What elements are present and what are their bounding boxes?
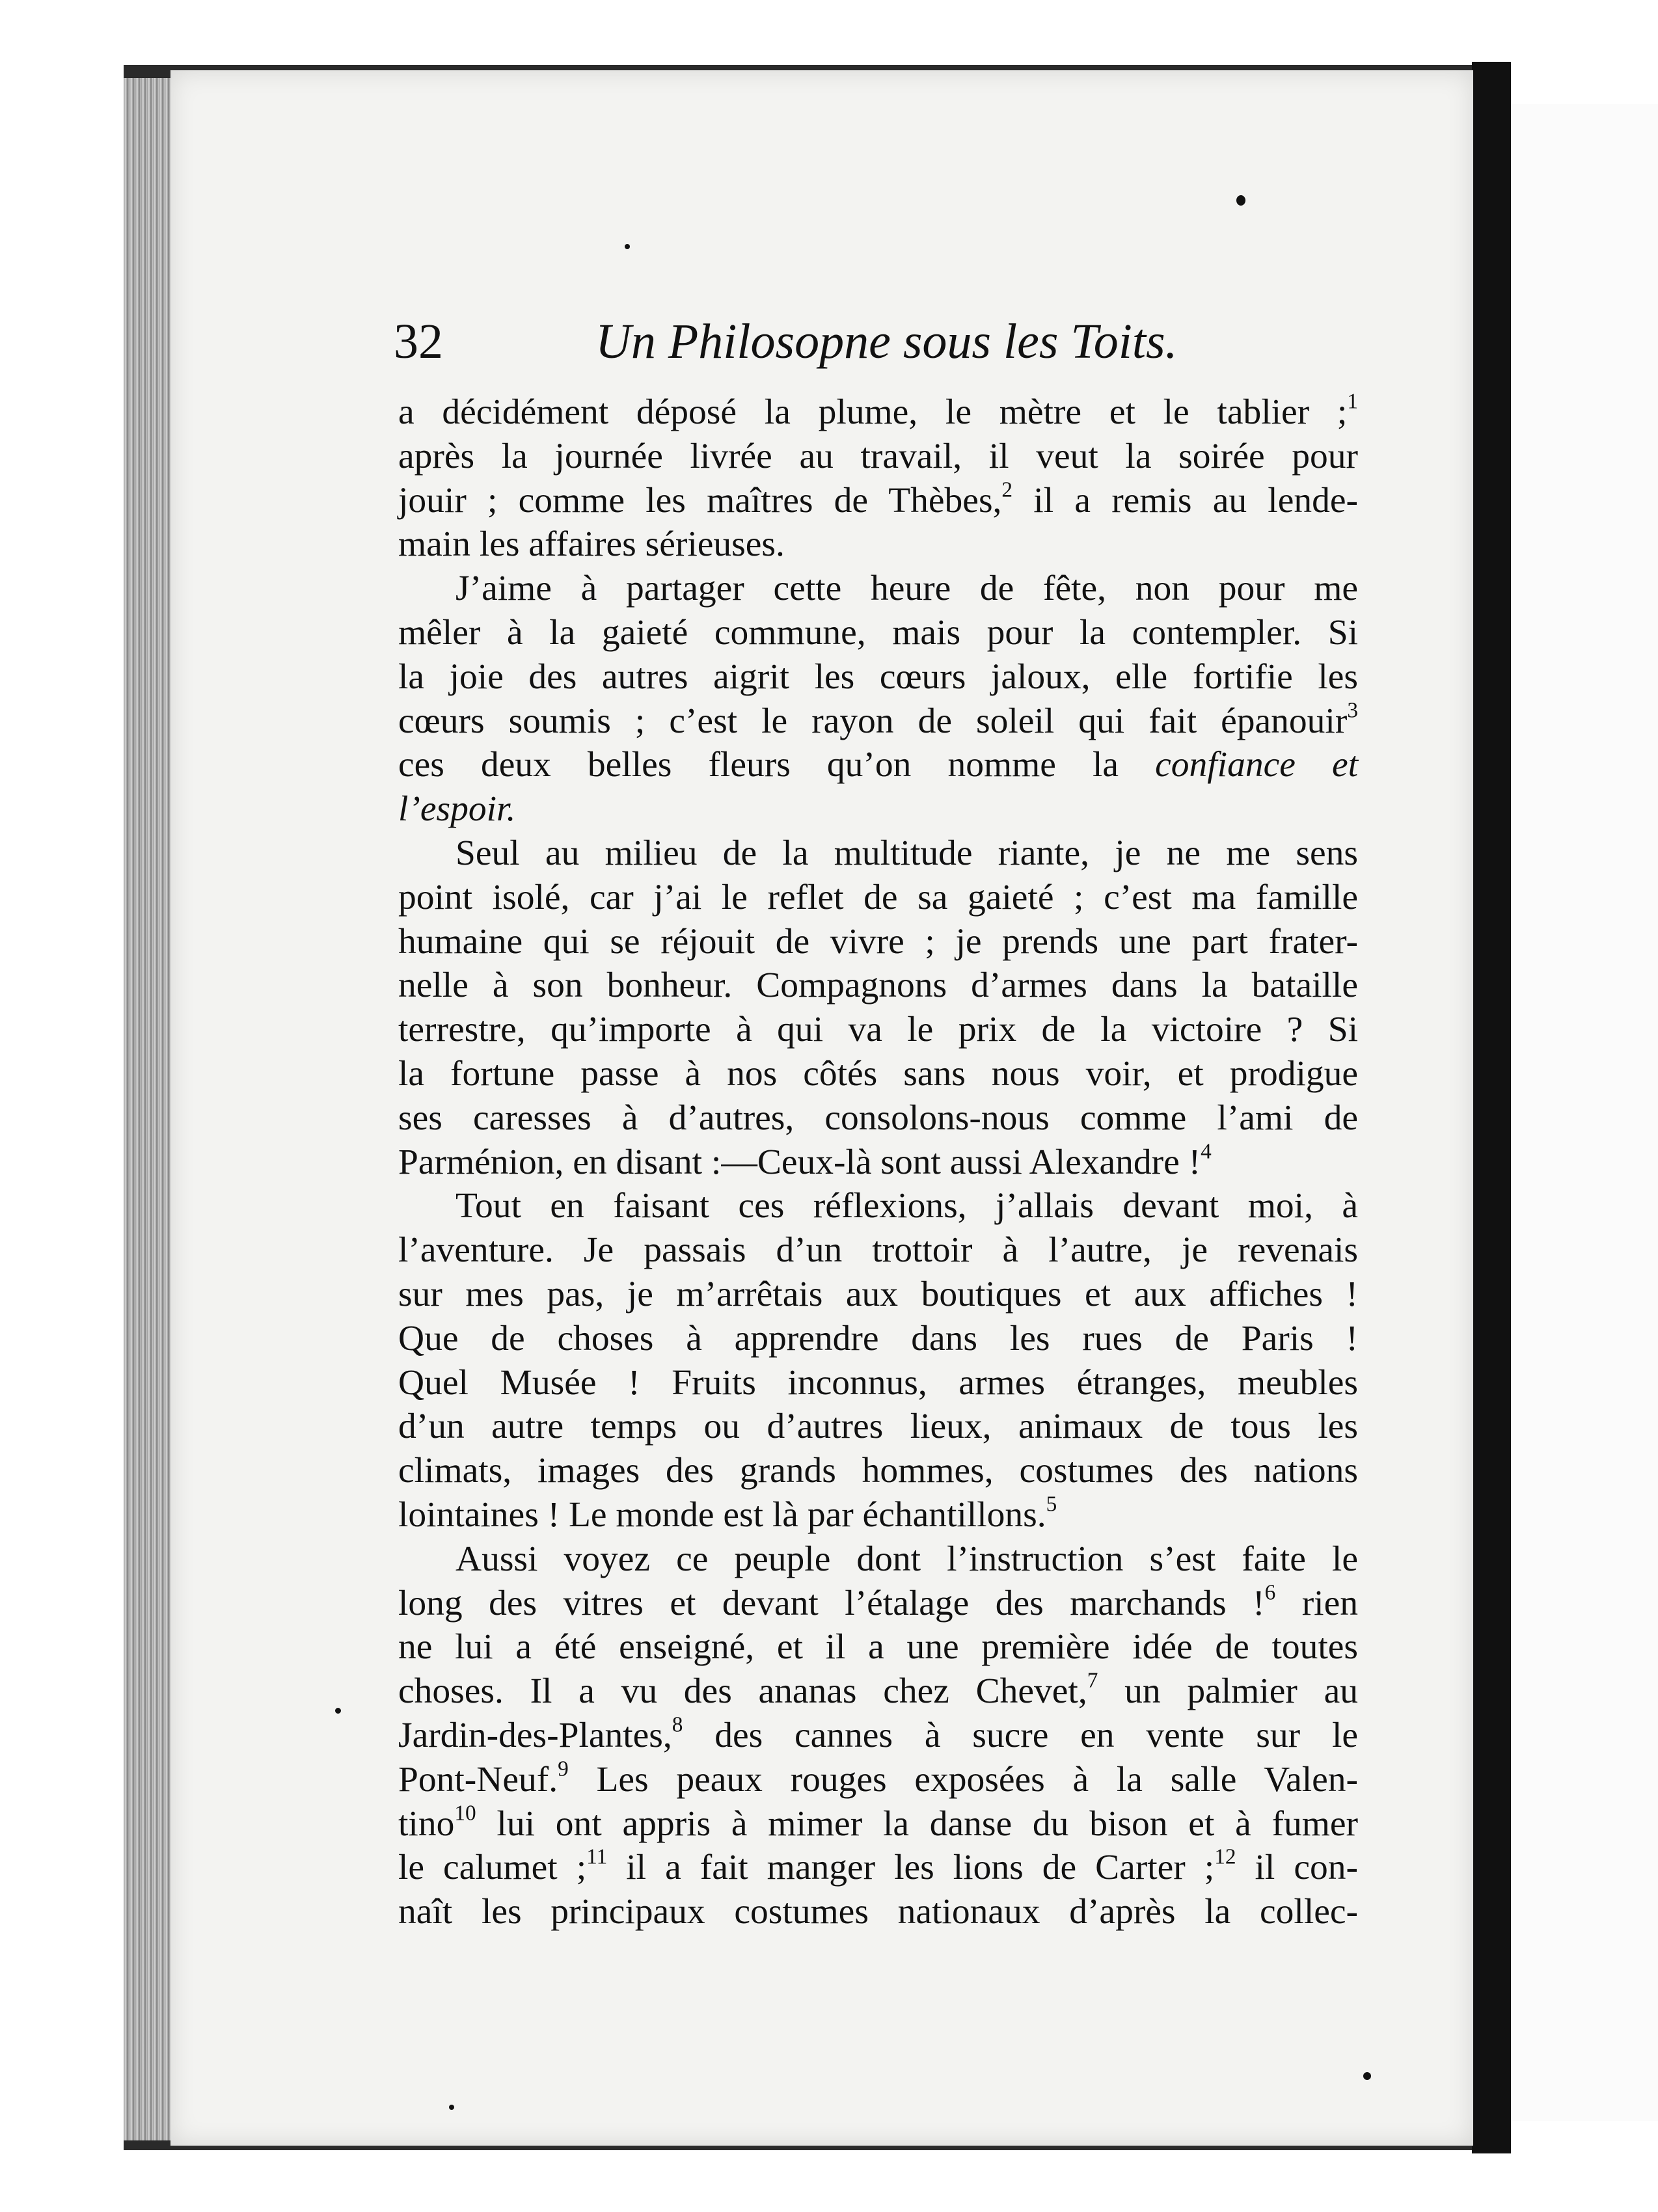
speck xyxy=(1236,195,1245,206)
italic-phrase: l’espoir. xyxy=(398,789,516,830)
text-line: terrestre, qu’importe à qui va le prix de la victoire ? Si xyxy=(398,1010,1358,1050)
text-line: lointaines ! Le monde est là par échantillons.$^5$ xyxy=(398,1492,1057,1535)
speck xyxy=(335,1708,341,1714)
italic-phrase: confiance et xyxy=(1155,745,1358,785)
text-line: point isolé, car j’ai le reflet de sa gaieté ; c’est ma famille xyxy=(398,877,1358,917)
text-line: main les affaires sérieuses. xyxy=(398,524,785,565)
text-line: J’aime à partager cette heure de fête, non pour me xyxy=(455,569,1358,609)
page-edges xyxy=(124,78,172,2140)
speck xyxy=(1363,2072,1371,2080)
text-line: mêler à la gaieté commune, mais pour la contempler. Si xyxy=(398,612,1358,653)
text-line: la fortune passe à nos côtés sans nous voir, et prodigue xyxy=(398,1053,1358,1094)
text-line: tino$^{10}$ lui ont appris à mimer la danse du bison et à fumer xyxy=(398,1801,1358,1844)
text-line: le calumet ;$^{11}$ il a fait manger les lions de Carter ;$^{12}$ il con- xyxy=(398,1845,1358,1888)
body-text xyxy=(398,390,1358,1934)
text-line: ses caresses à d’autres, consolons-nous comme l’ami de xyxy=(398,1098,1358,1138)
text-line: Quel Musée ! Fruits inconnus, armes étranges, meubles xyxy=(398,1362,1358,1403)
text-line: la joie des autres aigrit les cœurs jaloux, elle fortifie les xyxy=(398,656,1358,697)
text-line: naît les principaux costumes nationaux d’après la collec- xyxy=(398,1892,1358,1932)
text-line: Parménion, en disant :—Ceux-là sont aussi Alexandre !$^4$ xyxy=(398,1139,1212,1182)
speck xyxy=(625,244,630,249)
text-line: long des vitres et devant l’étalage des marchands !$^6$ rien xyxy=(398,1580,1358,1623)
text-line: jouir ; comme les maîtres de Thèbes,$^2$ il a remis au lende- xyxy=(398,478,1358,520)
text-line: sur mes pas, je m’arrêtais aux boutiques et aux affiches ! xyxy=(398,1274,1358,1314)
text-line: Jardin-des-Plantes,$^8$ des cannes à sucre en vente sur le xyxy=(398,1712,1358,1755)
running-title: Un Philosopne sous les Toits. xyxy=(595,314,1178,369)
text-line: d’un autre temps ou d’autres lieux, animaux de tous les xyxy=(398,1407,1358,1447)
book-spine xyxy=(1472,62,1511,2153)
text-line: ne lui a été enseigné, et il a une première idée de toutes xyxy=(398,1627,1358,1667)
text-line: climats, images des grands hommes, costumes des nations xyxy=(398,1451,1358,1491)
text-line: l’aventure. Je passais d’un trottoir à l’autre, je revenais xyxy=(398,1230,1358,1271)
text-line: humaine qui se réjouit de vivre ; je prends une part frater- xyxy=(398,921,1358,962)
facing-page xyxy=(1511,104,1658,2121)
text-line: Pont-Neuf.$^9$ Les peaux rouges exposées à la salle Valen- xyxy=(398,1757,1358,1800)
page-number: 32 xyxy=(394,314,443,369)
text-line: Que de choses à apprendre dans les rues de Paris ! xyxy=(398,1318,1358,1358)
running-header xyxy=(394,314,1357,372)
text-line: cœurs soumis ; c’est le rayon de soleil qui fait épanouir$^3$ xyxy=(398,698,1358,741)
text-line: Seul au milieu de la multitude riante, je ne me sens xyxy=(455,833,1358,873)
speck xyxy=(449,2105,454,2110)
text-line xyxy=(398,787,1358,831)
text-line: choses. Il a vu des ananas chez Chevet,$^7$ un palmier au xyxy=(398,1668,1358,1712)
text-line: après la journée livrée au travail, il veut la soirée pour xyxy=(398,436,1358,476)
text-line: Aussi voyez ce peuple dont l’instruction s’est faite le xyxy=(455,1539,1358,1579)
text-line: ces deux belles fleurs qu’on nomme la confiance et xyxy=(398,745,1358,785)
text-line: nelle à son bonheur. Compagnons d’armes dans la bataille xyxy=(398,965,1358,1006)
text-line: a décidément déposé la plume, le mètre et le tablier ;$^1$ xyxy=(398,389,1358,432)
text-line: Tout en faisant ces réflexions, j’allais devant moi, à xyxy=(455,1186,1358,1226)
